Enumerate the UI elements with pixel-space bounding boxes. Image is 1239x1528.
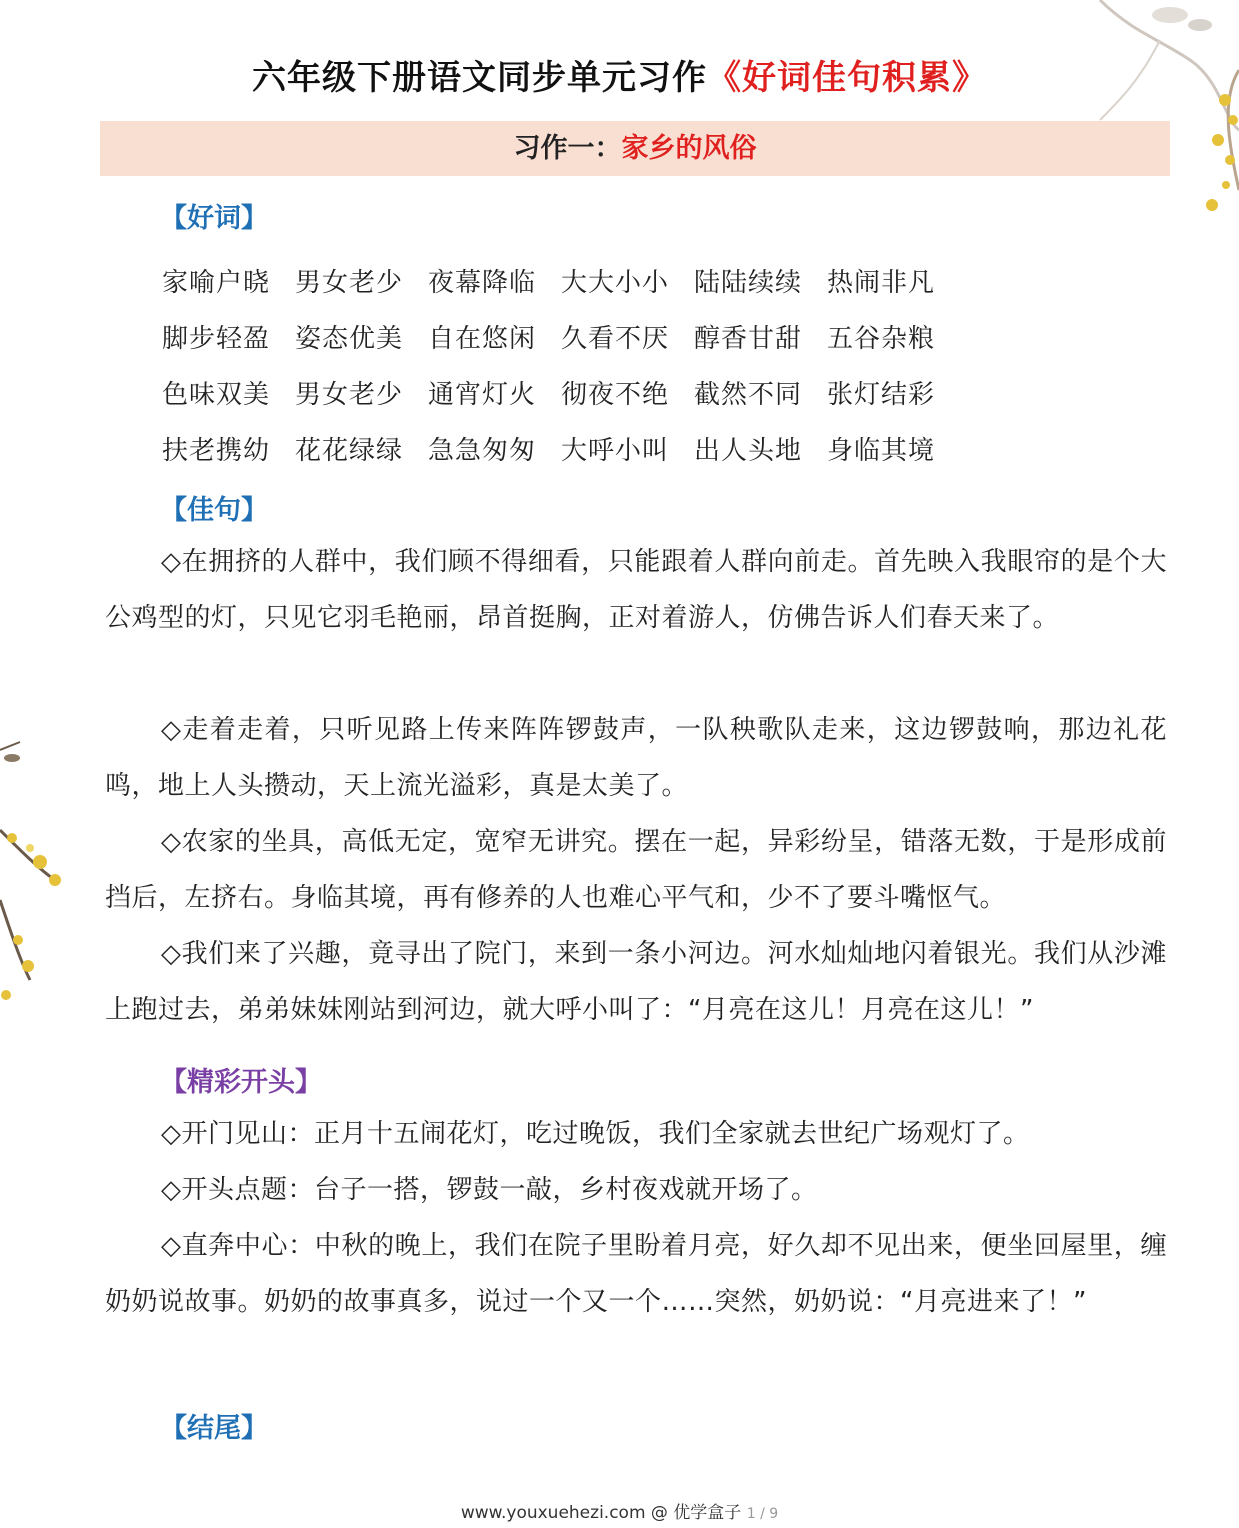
word-item: 张灯结彩 (827, 379, 936, 410)
word-item: 醇香甘甜 (694, 323, 803, 354)
plum-blossom-branch-top-right (1040, 0, 1239, 230)
word-item: 热闹非凡 (827, 267, 936, 298)
endings-heading: 【结尾】 (160, 1413, 268, 1444)
word-item: 脚步轻盈 (162, 323, 271, 354)
sentence-paragraph: ◇农家的坐具，高低无定，宽窄无讲究。摆在一起，异彩纷呈，错落无数，于是形成前挡后，左挤右。身临其境，再有修养的人也难心平气和，少不了要斗嘴怄气。 (105, 827, 1167, 913)
opening-paragraph: ◇开头点题：台子一搭，锣鼓一敲，乡村夜戏就开场了。 (161, 1175, 818, 1205)
sentence-paragraph: ◇我们来了兴趣，竟寻出了院门，来到一条小河边。河水灿灿地闪着银光。我们从沙滩上跑过去，弟弟妹妹刚站到河边，就大呼小叫了：“月亮在这儿！月亮在这儿！” (105, 939, 1167, 1025)
page-title-highlight: 《好词佳句积累》 (707, 58, 987, 98)
opening-paragraph: ◇开门见山：正月十五闹花灯，吃过晚饭，我们全家就去世纪广场观灯了。 (161, 1119, 1030, 1149)
good-sentences-heading: 【佳句】 (160, 495, 268, 526)
sentence-paragraph: ◇在拥挤的人群中，我们顾不得细看，只能跟着人群向前走。首先映入我眼帘的是个大公鸡型的灯，只见它羽毛艳丽，昂首挺胸，正对着游人，仿佛告诉人们春天来了。 (105, 547, 1167, 633)
word-item: 截然不同 (694, 379, 803, 410)
page-number: 1 / 9 (746, 1506, 779, 1522)
word-item: 彻夜不绝 (561, 379, 670, 410)
word-item: 急急匆匆 (428, 435, 537, 466)
word-item: 出人头地 (694, 435, 803, 466)
banner-label: 习作一： (513, 133, 622, 164)
word-item: 花花绿绿 (295, 435, 404, 466)
word-item: 自在悠闲 (428, 323, 537, 354)
word-item: 五谷杂粮 (827, 323, 936, 354)
word-item: 陆陆续续 (694, 267, 803, 298)
page-footer (0, 1498, 1239, 1523)
good-words-heading: 【好词】 (160, 203, 268, 234)
word-item: 大大小小 (561, 267, 670, 298)
good-words-grid (162, 252, 960, 476)
word-item: 家喻户晓 (162, 267, 271, 298)
word-row (162, 420, 960, 476)
word-row (162, 364, 960, 420)
word-item: 色味双美 (162, 379, 271, 410)
word-item: 男女老少 (295, 267, 404, 298)
banner-topic: 家乡的风俗 (621, 133, 757, 164)
footer-watermark: www.youxuehezi.com @ 优学盒子 (460, 1503, 742, 1523)
section-banner (100, 121, 1170, 176)
word-row (162, 308, 960, 364)
word-item: 扶老携幼 (162, 435, 271, 466)
word-item: 久看不厌 (561, 323, 670, 354)
word-item: 夜幕降临 (428, 267, 537, 298)
word-item: 男女老少 (295, 379, 404, 410)
plum-blossom-branch-left (0, 730, 70, 1010)
opening-paragraph: ◇直奔中心：中秋的晚上，我们在院子里盼着月亮，好久却不见出来，便坐回屋里，缠奶奶说故事。奶奶的故事真多，说过一个又一个……突然，奶奶说：“月亮进来了！” (105, 1231, 1167, 1317)
openings-heading: 【精彩开头】 (160, 1067, 322, 1098)
word-item: 姿态优美 (295, 323, 404, 354)
word-item: 身临其境 (827, 435, 936, 466)
word-item: 大呼小叫 (561, 435, 670, 466)
word-row (162, 252, 960, 308)
sentence-paragraph: ◇走着走着，只听见路上传来阵阵锣鼓声，一队秧歌队走来，这边锣鼓响，那边礼花鸣，地上人头攒动，天上流光溢彩，真是太美了。 (105, 715, 1167, 801)
page-title: 六年级下册语文同步单元习作《好词佳句积累》 (252, 58, 987, 98)
word-item: 通宵灯火 (428, 379, 537, 410)
